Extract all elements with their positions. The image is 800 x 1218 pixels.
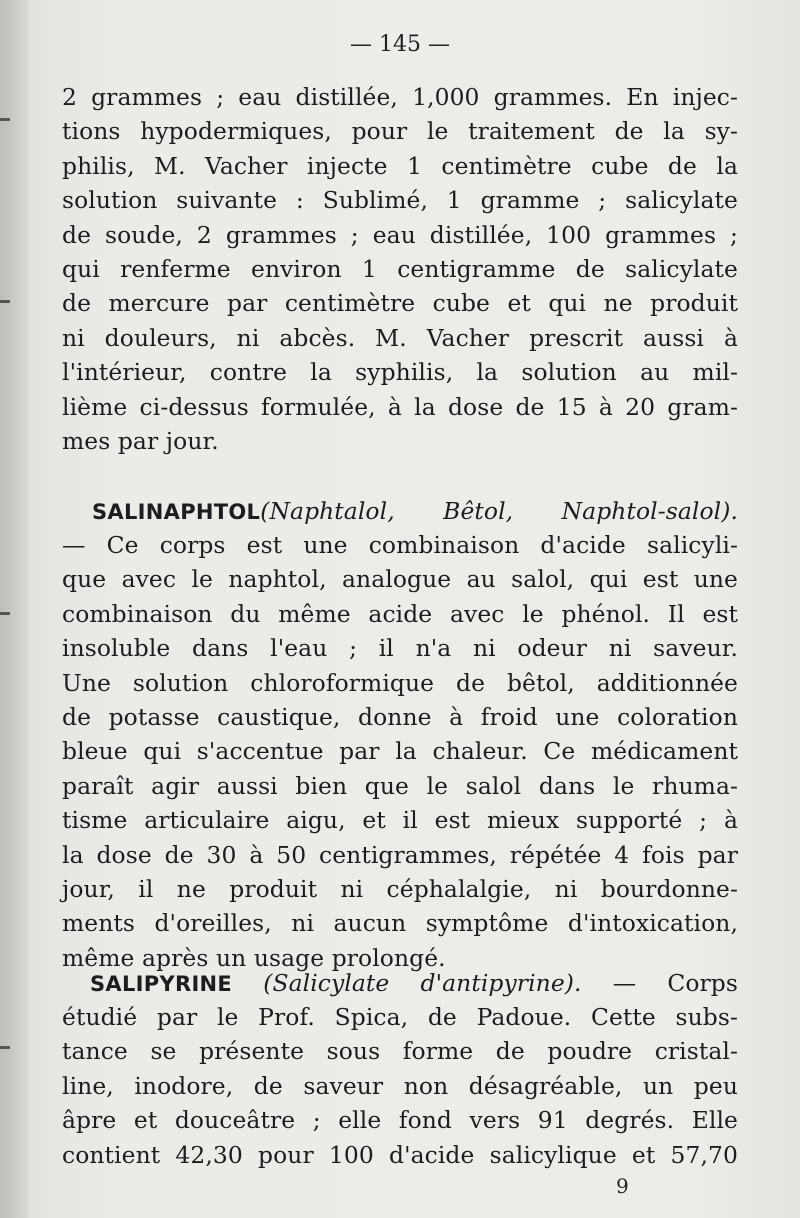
text-line: line, inodore, de saveur non désagréable, un peu xyxy=(62,1071,738,1100)
text-line: 2 grammes ; eau distillée, 1,000 grammes. En injec- xyxy=(62,83,738,111)
text-line: ments d'oreilles, ni aucun symptôme d'intoxication, xyxy=(62,909,738,938)
text-line: — Ce corps est une combinaison d'acide salicyli- xyxy=(62,531,738,559)
text-line: insoluble dans l'eau ; il n'a ni odeur ni saveur. xyxy=(62,634,738,663)
text-line: bleue qui s'accentue par la chaleur. Ce médicament xyxy=(62,737,738,766)
entry-synonyms: (Salicylate d'antipyrine). xyxy=(263,969,582,997)
entry-heading-salipyrine xyxy=(90,966,738,1000)
paragraph-continuation xyxy=(62,80,738,458)
text-line: de mercure par centimètre cube et qui ne produit xyxy=(62,289,738,318)
text-line: l'intérieur, contre la syphilis, la solution au mil- xyxy=(62,358,738,387)
text-line: âpre et douceâtre ; elle fond vers 91 degrés. Elle xyxy=(62,1106,738,1135)
entry-first-words: — Corps xyxy=(612,969,738,997)
entry-heading-line xyxy=(92,494,738,528)
text-line: de soude, 2 grammes ; eau distillée, 100 grammes ; xyxy=(62,220,738,249)
binding-mark xyxy=(0,1046,10,1049)
text-line: qui renferme environ 1 centigramme de salicylate xyxy=(62,254,738,283)
text-line: solution suivante : Sublimé, 1 gramme ; salicylate xyxy=(62,186,738,215)
text-line: ni douleurs, ni abcès. M. Vacher prescrit aussi à xyxy=(62,323,738,352)
text-line: contient 42,30 pour 100 d'acide salicylique et 57,70 xyxy=(62,1140,738,1169)
text-line: que avec le naphtol, analogue au salol, qui est une xyxy=(62,565,738,594)
text-line: tisme articulaire aigu, et il est mieux supporté ; à xyxy=(62,806,738,835)
entry-term: SALIPYRINE xyxy=(90,972,233,996)
text-line: lième ci-dessus formulée, à la dose de 15 à 20 gram- xyxy=(62,392,738,421)
text-line: de potasse caustique, donne à froid une coloration xyxy=(62,702,738,731)
binding-mark xyxy=(0,612,10,615)
text-line: Une solution chloroformique de bêtol, additionnée xyxy=(62,668,738,697)
entry-heading-line xyxy=(90,966,738,1000)
entry-body-salinaphtol xyxy=(62,528,738,975)
binding-mark xyxy=(0,300,10,303)
text-line: jour, il ne produit ni céphalalgie, ni bourdonne- xyxy=(62,874,738,903)
signature-mark: 9 xyxy=(616,1174,629,1198)
text-line: tance se présente sous forme de poudre cristal- xyxy=(62,1037,738,1066)
text-line: la dose de 30 à 50 centigrammes, répétée 4 fois par xyxy=(62,840,738,869)
entry-body-salipyrine xyxy=(62,1000,738,1172)
text-line: paraît agir aussi bien que le salol dans le rhuma- xyxy=(62,771,738,800)
text-line: étudié par le Prof. Spica, de Padoue. Cette subs- xyxy=(62,1003,738,1031)
text-line: tions hypodermiques, pour le traitement de la sy- xyxy=(62,117,738,146)
text-line: mes par jour. xyxy=(62,426,219,455)
entry-synonyms: (Naphtalol, Bêtol, Naphtol-salol). xyxy=(260,497,738,525)
page-number: — 145 — xyxy=(350,32,450,57)
binding-mark xyxy=(0,118,10,121)
text-line: même après un usage prolongé. xyxy=(62,943,446,972)
entry-heading-salinaphtol xyxy=(92,494,738,528)
text-line: combinaison du même acide avec le phénol. Il est xyxy=(62,599,738,628)
page-gutter xyxy=(0,0,28,1218)
text-line: philis, M. Vacher injecte 1 centimètre cube de la xyxy=(62,151,738,180)
entry-term: SALINAPHTOL xyxy=(92,500,261,524)
